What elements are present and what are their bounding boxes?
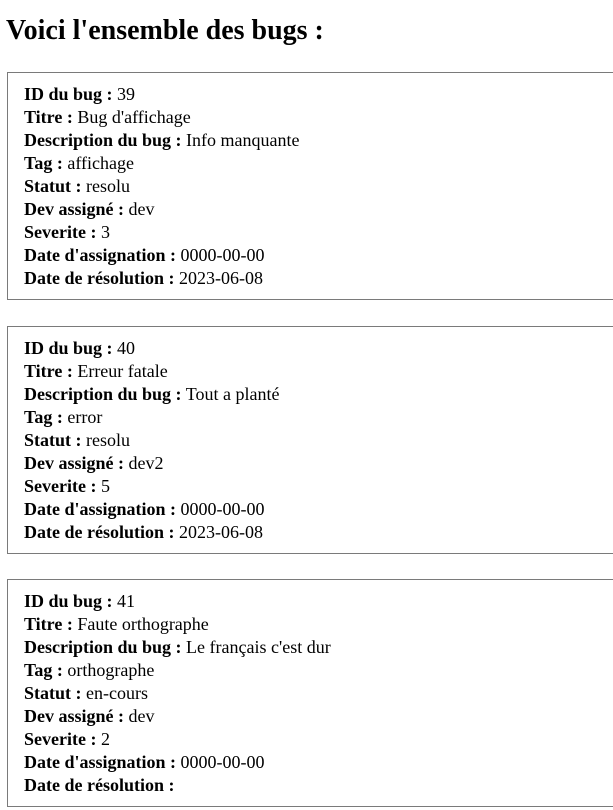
bug-id-value: 40 bbox=[117, 338, 136, 358]
bug-dev-label: Dev assigné : bbox=[24, 706, 124, 726]
bug-assign-date-value: 0000-00-00 bbox=[180, 752, 265, 772]
bug-tag-label: Tag : bbox=[24, 407, 63, 427]
bug-card bbox=[7, 72, 613, 300]
bug-title-value: Erreur fatale bbox=[77, 361, 168, 381]
bug-assign-date-row bbox=[24, 751, 613, 774]
bug-title-value: Bug d'affichage bbox=[77, 107, 191, 127]
bug-description-label: Description du bug : bbox=[24, 130, 182, 150]
bug-description-value: Tout a planté bbox=[185, 384, 280, 404]
bug-severity-value: 2 bbox=[100, 729, 110, 749]
bug-tag-value: orthographe bbox=[67, 660, 155, 680]
bug-resolution-date-row bbox=[24, 774, 613, 797]
bug-title-label: Titre : bbox=[24, 361, 73, 381]
bug-id-row bbox=[24, 83, 613, 106]
bug-severity-value: 3 bbox=[100, 222, 110, 242]
bug-description-row bbox=[24, 383, 613, 406]
bug-dev-label: Dev assigné : bbox=[24, 453, 124, 473]
bug-tag-row bbox=[24, 659, 613, 682]
bug-severity-row bbox=[24, 475, 613, 498]
bug-dev-value: dev bbox=[128, 706, 155, 726]
bug-resolution-date-label: Date de résolution : bbox=[24, 268, 175, 288]
bug-assign-date-row bbox=[24, 498, 613, 521]
bug-status-value: en-cours bbox=[86, 683, 148, 703]
bug-description-label: Description du bug : bbox=[24, 637, 182, 657]
bug-description-value: Info manquante bbox=[186, 130, 300, 150]
bug-description-row bbox=[24, 636, 613, 659]
bug-id-label: ID du bug : bbox=[24, 84, 113, 104]
bug-status-row bbox=[24, 429, 613, 452]
bug-tag-row bbox=[24, 152, 613, 175]
bug-tag-value: affichage bbox=[67, 153, 134, 173]
bug-title-row bbox=[24, 106, 613, 129]
bug-dev-value: dev2 bbox=[128, 453, 164, 473]
bug-assign-date-value: 0000-00-00 bbox=[180, 245, 265, 265]
bug-tag-label: Tag : bbox=[24, 660, 63, 680]
bug-severity-row bbox=[24, 728, 613, 751]
bug-dev-row bbox=[24, 452, 613, 475]
bug-status-label: Statut : bbox=[24, 683, 82, 703]
bug-status-value: resolu bbox=[86, 176, 130, 196]
bug-dev-value: dev bbox=[128, 199, 155, 219]
bug-tag-label: Tag : bbox=[24, 153, 63, 173]
bug-severity-row bbox=[24, 221, 613, 244]
bug-resolution-date-label: Date de résolution : bbox=[24, 522, 175, 542]
bug-tag-row bbox=[24, 406, 613, 429]
bug-assign-date-value: 0000-00-00 bbox=[180, 499, 265, 519]
bug-id-row bbox=[24, 590, 613, 613]
bug-status-label: Statut : bbox=[24, 176, 82, 196]
bug-severity-value: 5 bbox=[100, 476, 110, 496]
bug-title-row bbox=[24, 613, 613, 636]
bug-id-label: ID du bug : bbox=[24, 338, 113, 358]
bug-status-label: Statut : bbox=[24, 430, 82, 450]
bug-resolution-date-row bbox=[24, 267, 613, 290]
bug-resolution-date-value: 2023-06-08 bbox=[178, 268, 263, 288]
bug-severity-label: Severite : bbox=[24, 222, 97, 242]
bug-status-value: resolu bbox=[86, 430, 130, 450]
bug-title-label: Titre : bbox=[24, 107, 73, 127]
bug-dev-label: Dev assigné : bbox=[24, 199, 124, 219]
bug-description-label: Description du bug : bbox=[24, 384, 182, 404]
bug-id-label: ID du bug : bbox=[24, 591, 113, 611]
bug-resolution-date-label: Date de résolution : bbox=[24, 775, 175, 795]
bug-assign-date-label: Date d'assignation : bbox=[24, 752, 177, 772]
bug-status-row bbox=[24, 682, 613, 705]
bug-tag-value: error bbox=[67, 407, 103, 427]
bug-resolution-date-row bbox=[24, 521, 613, 544]
bug-id-value: 41 bbox=[117, 591, 136, 611]
bug-description-value: Le français c'est dur bbox=[186, 637, 331, 657]
page-title: Voici l'ensemble des bugs : bbox=[6, 15, 324, 46]
bug-dev-row bbox=[24, 705, 613, 728]
bug-assign-date-label: Date d'assignation : bbox=[24, 499, 177, 519]
bug-card bbox=[7, 326, 613, 554]
bug-assign-date-label: Date d'assignation : bbox=[24, 245, 177, 265]
bug-title-value: Faute orthographe bbox=[77, 614, 209, 634]
bug-title-label: Titre : bbox=[24, 614, 73, 634]
bug-id-row bbox=[24, 337, 613, 360]
bug-status-row bbox=[24, 175, 613, 198]
bug-dev-row bbox=[24, 198, 613, 221]
bug-card bbox=[7, 579, 613, 807]
bug-title-row bbox=[24, 360, 613, 383]
bug-assign-date-row bbox=[24, 244, 613, 267]
bug-description-row bbox=[24, 129, 613, 152]
bug-severity-label: Severite : bbox=[24, 476, 97, 496]
bug-id-value: 39 bbox=[117, 84, 136, 104]
bug-severity-label: Severite : bbox=[24, 729, 97, 749]
bug-resolution-date-value: 2023-06-08 bbox=[178, 522, 263, 542]
